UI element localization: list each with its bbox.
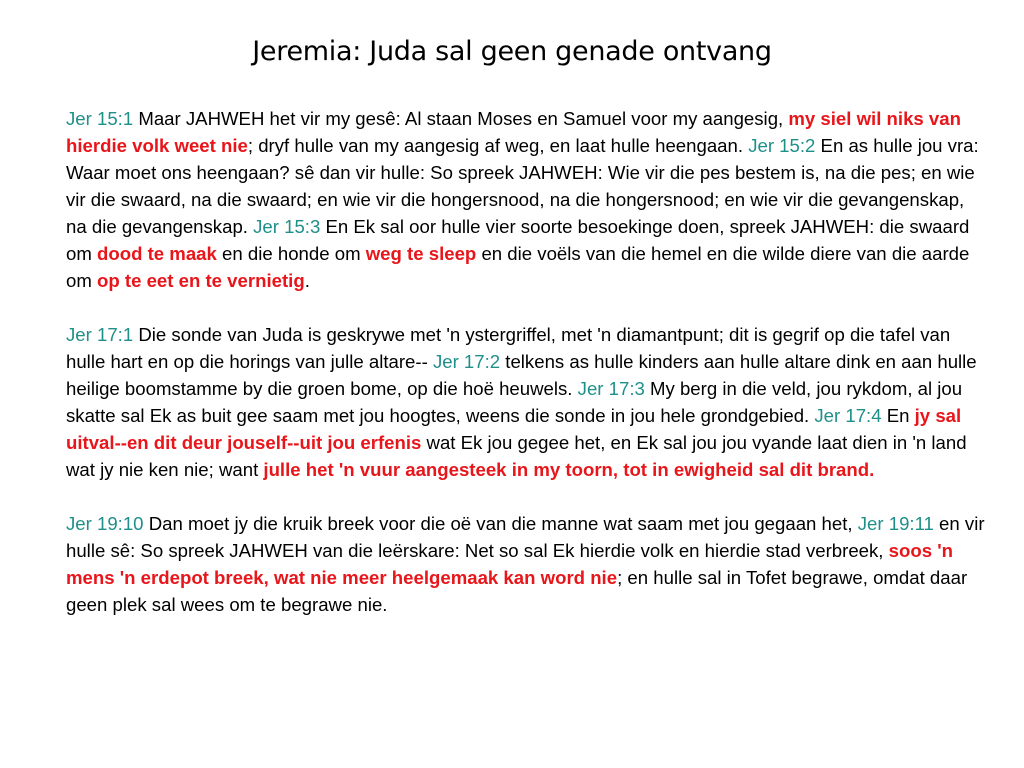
verse-text: En xyxy=(881,405,915,426)
verse-reference: Jer 17:3 xyxy=(577,378,645,399)
highlighted-text: my siel wil niks van hierdie volk weet nie xyxy=(66,108,961,156)
verse-reference: Jer 17:2 xyxy=(432,351,501,372)
verse-text: . xyxy=(304,270,310,291)
verse-text: Die sonde van Juda is geskrywe met 'n ystergriffel, met 'n diamantpunt; dit is gegrif op die tafel van hulle hart en op die horings van julle altare-- xyxy=(66,324,951,372)
verse-reference: Jer 19:11 xyxy=(857,513,934,534)
highlighted-text: op te eet en te vernietig xyxy=(97,270,305,291)
slide-body xyxy=(66,105,986,645)
verse-text: en vir hulle sê: So spreek JAHWEH van die leërskare: Net so sal Ek hierdie volk en hierdie stad verbreek, xyxy=(66,513,985,561)
verse-text: ; dryf hulle van my aangesig af weg, en laat hulle heengaan. xyxy=(247,135,749,156)
verse-reference: Jer 15:3 xyxy=(253,216,321,237)
verse-reference: Jer 15:1 xyxy=(66,108,134,129)
verse-reference: Jer 15:2 xyxy=(748,135,816,156)
verse-text: en die voëls van die hemel en die wilde diere van die aarde om xyxy=(66,243,970,291)
verse-text: Maar JAHWEH het vir my gesê: Al staan Moses en Samuel voor my aangesig, xyxy=(133,108,789,129)
highlighted-text: julle het 'n vuur aangesteek in my toorn, tot in ewigheid sal dit brand. xyxy=(263,459,875,480)
highlighted-text: dood te maak xyxy=(97,243,217,264)
slide-title: Jeremia: Juda sal geen genade ontvang xyxy=(252,36,772,67)
verse-reference: Jer 19:10 xyxy=(66,513,144,534)
verse-text: Dan moet jy die kruik breek voor die oë van die manne wat saam met jou gegaan het, xyxy=(143,513,858,534)
verse-text: en die honde om xyxy=(216,243,366,264)
verse-text: En as hulle jou vra: Waar moet ons heengaan? sê dan vir hulle: So spreek JAHWEH: Wie vir die pes bestem is, na die pes; en wie vir die swaard, na die swaard; en wie vir die hongersnood, na die hongersnood; en wie vir die gevangenskap, na die gevangenskap. xyxy=(66,135,979,237)
highlighted-text: soos 'n mens 'n erdepot breek, wat nie meer heelgemaak kan word nie xyxy=(66,540,953,588)
verse-text: En Ek sal oor hulle vier soorte besoekinge doen, spreek JAHWEH: die swaard om xyxy=(66,216,970,264)
highlighted-text: jy sal uitval--en dit deur jouself--uit jou erfenis xyxy=(66,405,962,453)
paragraph-1 xyxy=(66,105,986,294)
verse-text: wat Ek jou gegee het, en Ek sal jou jou vyande laat dien in 'n land wat jy nie ken nie; want xyxy=(66,432,967,480)
verse-text: My berg in die veld, jou rykdom, al jou skatte sal Ek as buit gee saam met jou hoogtes, weens die sonde in jou hele grondgebied. xyxy=(66,378,963,426)
verse-text: ; en hulle sal in Tofet begrawe, omdat daar geen plek sal wees om te begrawe nie. xyxy=(66,567,968,615)
paragraph-3 xyxy=(66,510,986,618)
verse-text: telkens as hulle kinders aan hulle altare dink en aan hulle heilige boomstamme by die groen bome, op die hoë heuwels. xyxy=(66,351,977,399)
paragraph-2 xyxy=(66,321,986,483)
highlighted-text: weg te sleep xyxy=(365,243,477,264)
verse-reference: Jer 17:4 xyxy=(814,405,882,426)
verse-reference: Jer 17:1 xyxy=(66,324,134,345)
